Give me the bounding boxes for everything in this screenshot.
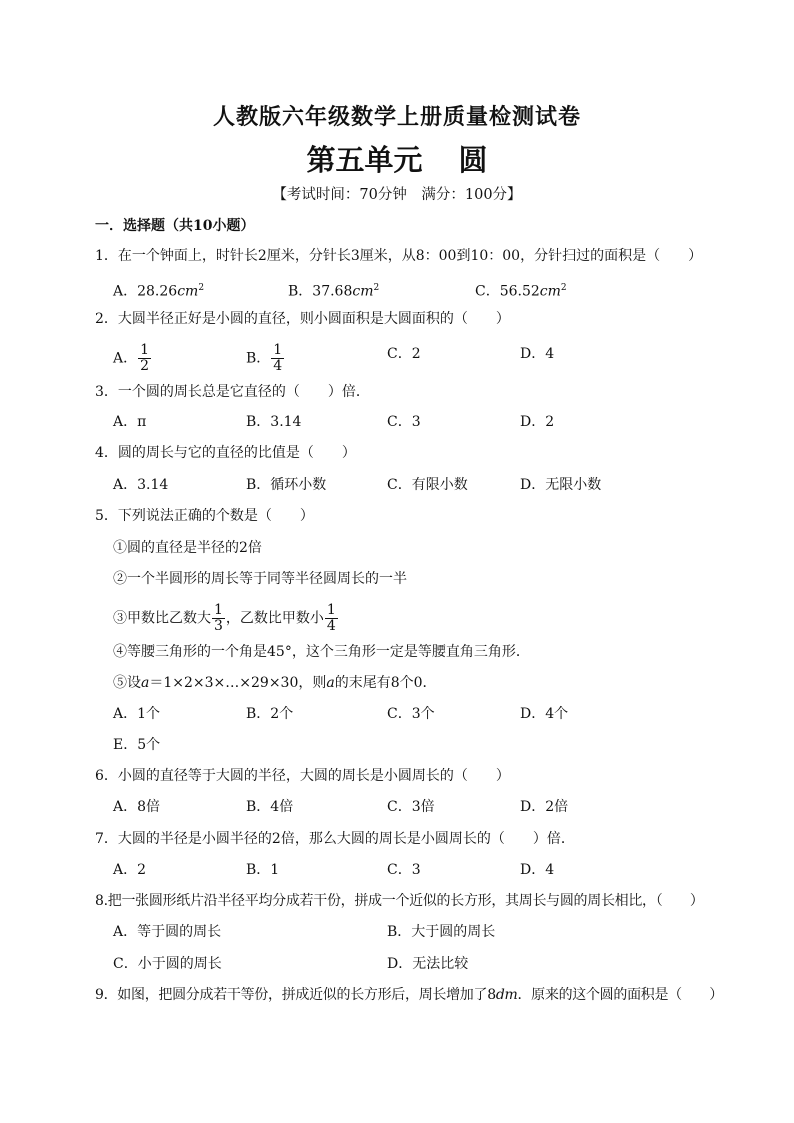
q4-option-b: B．循环小数	[246, 477, 327, 493]
question-3-stem: 3．一个圆的周长总是它直径的（ ）倍．	[95, 384, 370, 400]
q7-option-a: A．2	[113, 862, 147, 878]
q6-option-d: D．2倍	[520, 799, 569, 815]
question-2-stem: 2．大圆半径正好是小圆的直径，则小圆面积是大圆面积的（ ）	[95, 311, 510, 327]
q8-option-a: A．等于圆的周长	[113, 924, 222, 940]
q8-option-d: D．无法比较	[387, 956, 469, 972]
q5-option-d: D．4个	[520, 706, 569, 722]
fraction: $\frac{1}{4}$	[273, 342, 283, 374]
q5-statement-1: ①圆的直径是半径的2倍	[113, 540, 262, 556]
exam-info: 【考试时间：70分钟 满分：100分】	[272, 187, 522, 203]
q6-option-c: C．3倍	[387, 799, 435, 815]
fraction: $\frac{1}{3}$	[214, 602, 223, 634]
q2-option-c: C．2	[387, 346, 421, 362]
exam-title: 人教版六年级数学上册质量检测试卷	[212, 104, 581, 130]
q2-option-d: D．4	[520, 346, 555, 362]
q4-option-c: C．有限小数	[387, 477, 468, 493]
q5-statement-5: ⑤设a＝1×2×3×…×29×30，则a的末尾有8个0．	[113, 675, 437, 691]
q5-option-e: E．5个	[113, 737, 161, 753]
q1-option-a: A．$28.26cm^2$	[113, 283, 205, 300]
q4-option-a: A．3.14	[113, 477, 169, 493]
q3-option-c: C．3	[387, 414, 421, 430]
q6-option-a: A．8倍	[113, 799, 161, 815]
q1-option-b: B．$37.68cm^2$	[288, 283, 380, 300]
question-5-stem: 5．下列说法正确的个数是（ ）	[95, 508, 314, 524]
fraction: $\frac{1}{2}$	[140, 342, 150, 374]
q3-option-d: D．2	[520, 414, 555, 430]
q2-option-a: A． $\frac{1}{2}$	[113, 342, 150, 374]
question-8-stem: 8.把一张圆形纸片沿半径平均分成若干份，拼成一个近似的长方形，其周长与圆的周长相比，（ ）	[95, 893, 704, 909]
question-1-stem: 1．在一个钟面上，时针长2厘米，分针长3厘米，从8：00到10：00，分针扫过的面积是（ ）	[95, 248, 703, 264]
q7-option-b: B．1	[246, 862, 280, 878]
question-6-stem: 6．小圆的直径等于大圆的半径，大圆的周长是小圆周长的（ ）	[95, 768, 510, 784]
question-7-stem: 7．大圆的半径是小圆半径的2倍，那么大圆的周长是小圆周长的（ ）倍．	[95, 831, 575, 847]
q3-option-b: B．3.14	[246, 414, 302, 430]
q8-option-b: B．大于圆的周长	[387, 924, 496, 940]
q8-option-c: C．小于圆的周长	[113, 956, 222, 972]
q7-option-d: D．4	[520, 862, 555, 878]
q5-option-b: B．2个	[246, 706, 294, 722]
q3-option-a: A．π	[113, 414, 147, 430]
q5-option-a: A．1个	[113, 706, 161, 722]
section-heading: 一．选择题（共10小题）	[95, 218, 255, 234]
q7-option-c: C．3	[387, 862, 421, 878]
q5-option-c: C．3个	[387, 706, 435, 722]
fraction: $\frac{1}{4}$	[326, 602, 336, 634]
q6-option-b: B．4倍	[246, 799, 294, 815]
unit-title	[0, 138, 794, 179]
q1-option-c: C．$56.52cm^2$	[475, 283, 567, 300]
unit-label: 第五单元	[306, 143, 423, 177]
q5-statement-4: ④等腰三角形的一个角是45°，这个三角形一定是等腰直角三角形．	[113, 644, 530, 660]
q5-statement-2: ②一个半圆形的周长等于同等半径圆周长的一半	[113, 571, 407, 587]
q2-option-b: B． $\frac{1}{4}$	[246, 342, 283, 374]
q5-statement-3: ③甲数比乙数大 $\frac{1}{3}$ ，乙数比甲数小 $\frac{1}{4}$	[113, 602, 336, 634]
question-9-stem: 9．如图，把圆分成若干等份，拼成近似的长方形后，周长增加了8dm．原来的这个圆的面积是（ ）	[95, 987, 723, 1003]
topic-label: 圆	[458, 143, 488, 177]
q4-option-d: D．无限小数	[520, 477, 602, 493]
question-4-stem: 4．圆的周长与它的直径的比值是（ ）	[95, 445, 356, 461]
